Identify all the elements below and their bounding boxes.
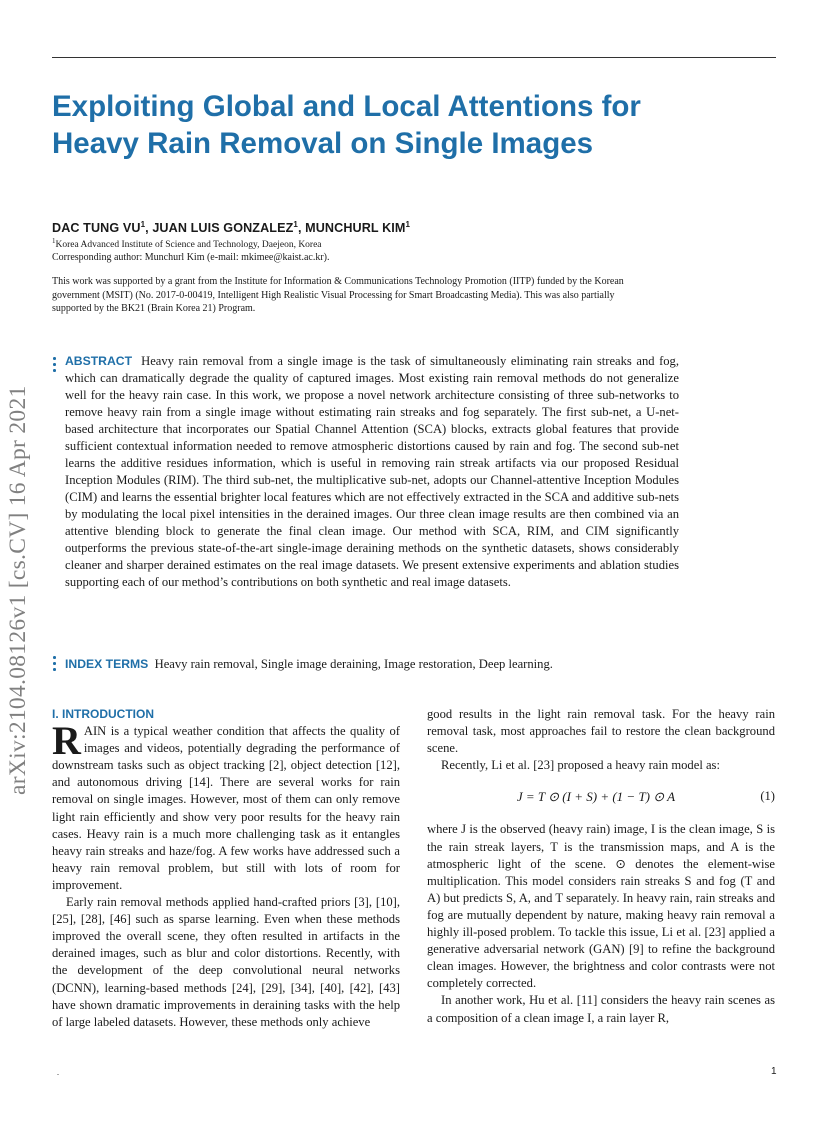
right-column bbox=[427, 706, 775, 1027]
author-name: JUAN LUIS GONZALEZ bbox=[152, 221, 294, 236]
corresponding-author: Corresponding author: Munchurl Kim (e-mail: mkimee@kaist.ac.kr). bbox=[52, 252, 330, 263]
author-list: DAC TUNG $VU^1$, JUAN LUIS GONZALEZ$^1$, MUNCHURL KIM$^1$ bbox=[52, 220, 411, 236]
equation-1 bbox=[427, 788, 775, 805]
abstract-text: Heavy rain removal from a single image is the task of simultaneously eliminating rain streaks and fog, which can dramatically degrade the quality of captured images. Most existing rain removal methods do not generalize well for the heavy rain case. In this work, we propose a novel network architecture consisting of three sub-networks to remove heavy rain from a single image without estimating rain streaks and fog separately. The first sub-net, a U-net-based architecture that incorporates our Spatial Channel Attention (SCA) blocks, extracts global features that provide sufficient contextual information needed to remove atmospheric distortions caused by rain and fog. The second sub-net learns the additive residues information, which is useful in removing rain streak artifacts via our proposed Residual Inception Modules (RIM). The third sub-net, the multiplicative sub-net, adopts our Channel-attentive Inception Modules (CIM) and learns the essential brighter local features which are not effectively extracted in the SCA and additive sub-nets by modulating the local pixel intensities in the derained images. Our three clean image results are then combined via an attentive blending block to generate the final clean image. Our method with SCA, RIM, and CIM significantly outperforms the previous state-of-the-art single-image deraining methods on the synthetic datasets, shows considerably cleaner and sharper derained estimates on the real image datasets. We present extensive experiments and ablation studies supporting each of our method’s contributions on both synthetic and real image datasets. bbox=[65, 354, 680, 589]
footer-mark: . bbox=[57, 1068, 59, 1077]
author-name: MUNCHURL KIM bbox=[305, 221, 406, 236]
left-column bbox=[52, 706, 400, 1031]
intro-p1-text: AIN is a typical weather condition that affects the quality of images and videos, potentially degrading the performance of downstream tasks such as object tracking [2], object detection [12], and autonomous driving [14]. There are several works for rain removal on single images. However, most of them can only remove light rain efficiently and show very poor results for the heavy rain cases. Heavy rain is a much more challenging task as it entangles heavy rain streaks and haze/fog. A few works have addressed such a heavy rain removal problem, but still with lots of room for improvement. bbox=[52, 724, 400, 892]
intro-paragraph-2: Early rain removal methods applied hand-crafted priors [3], [10], [25], [28], [46] such as sparse learning. Even when these methods improved the overall scene, they often resulted in artifacts in the derained images, such as blur and color distortions. Recently, with the development of the deep convolutional neural networks (DCNN), learning-based methods [24], [29], [34], [40], [42], [43] have shown dramatic improvements in deraining tasks with the help of large labeled datasets. However, these methods only achieve bbox=[52, 895, 400, 1029]
equation-formula: J = T ⊙ (I + S) + (1 − T) ⊙ A bbox=[516, 789, 676, 805]
index-terms-label: INDEX TERMS bbox=[65, 657, 149, 671]
author-name: DAC TUNG VU bbox=[52, 221, 141, 236]
index-terms-marker bbox=[53, 656, 56, 674]
funding-note: This work was supported by a grant from the Institute for Information & Communications Technology Promotion (IITP) funded by the Korean government (MSIT) (No. 2017-0-00419, Intelligent High Realistic Visual Processing for Smart Broadcasting Media). This was also partially supported by the BK21 (Brain Korea 21) Program. bbox=[52, 276, 624, 314]
index-terms bbox=[65, 656, 679, 673]
top-rule bbox=[52, 57, 776, 58]
page-number: 1 bbox=[771, 1066, 777, 1077]
intro-paragraph-6: In another work, Hu et al. [11] considers the heavy rain scenes as a composition of a clean image I, a rain layer R, bbox=[427, 993, 775, 1025]
intro-paragraph-5: where J is the observed (heavy rain) image, I is the clean image, S is the rain streak layers, T is the transmission maps, and A is the atmospheric light of the scene. ⊙ denotes the element-wise multiplication. This model considers rain streaks S and fog (T and A) but predicts S, A, and T separately. In heavy rain, rain streaks and fog are mutually dependent by nature, making heavy rain removal a highly ill-posed problem. To tackle this issue, Li et al. [23] applied a generative adversarial network (GAN) [9] to refine the background clean images. However, the brightness and color contrasts were not completely corrected. bbox=[427, 822, 775, 991]
section-heading: I. INTRODUCTION bbox=[52, 707, 154, 721]
index-terms-text: Heavy rain removal, Single image deraining, Image restoration, Deep learning. bbox=[154, 657, 553, 671]
drop-cap: R bbox=[52, 718, 81, 764]
intro-paragraph-3: good results in the light rain removal task. For the heavy rain removal task, most approaches fail to restore the clean background scene. bbox=[427, 707, 775, 756]
intro-paragraph-4: Recently, Li et al. [23] proposed a heavy rain model as: bbox=[441, 758, 720, 773]
abstract-marker bbox=[53, 357, 56, 375]
paper-title: Exploiting Global and Local Attentions for Heavy Rain Removal on Single Images bbox=[52, 90, 641, 160]
abstract-label: ABSTRACT bbox=[65, 354, 133, 368]
author-sup: 1 bbox=[293, 220, 298, 229]
affiliation-sup: 1 bbox=[52, 237, 56, 245]
arxiv-stamp: arXiv:2104.08126v1 [cs.CV] 16 Apr 2021 bbox=[5, 385, 31, 795]
author-sup: 1 bbox=[140, 220, 146, 229]
abstract bbox=[65, 353, 679, 591]
author-sup: 1 bbox=[405, 220, 411, 229]
equation-number: (1) bbox=[760, 789, 775, 804]
affiliation bbox=[52, 237, 322, 250]
affiliation-text: Korea Advanced Institute of Science and Technology, Daejeon, Korea bbox=[55, 240, 322, 251]
intro-paragraph-1 bbox=[52, 718, 400, 894]
